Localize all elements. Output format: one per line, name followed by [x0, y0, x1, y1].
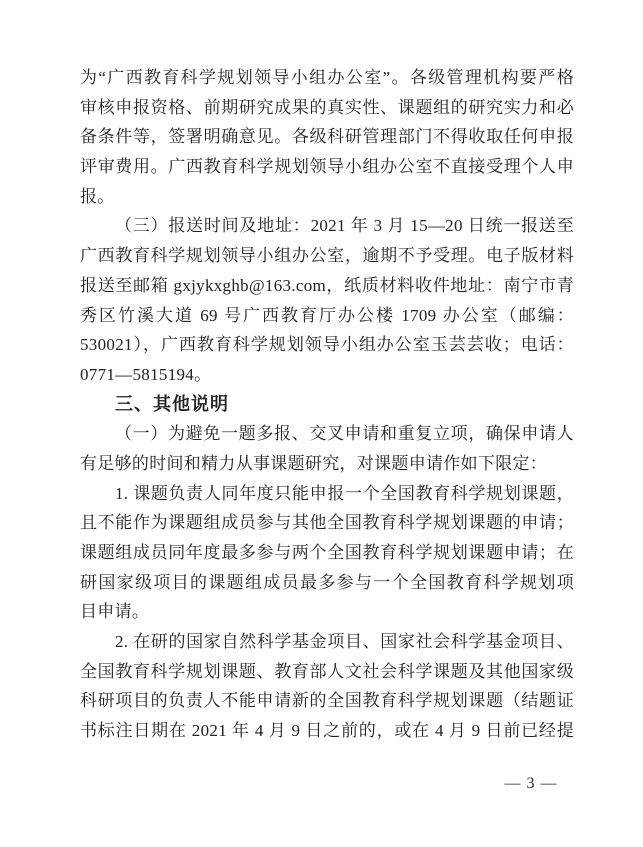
- page-number: — 3 —: [504, 775, 558, 792]
- text-line: 课题组成员同年度最多参与两个全国教育科学规划课题申请；在: [80, 543, 574, 562]
- text-line: 有足够的时间和精力从事课题研究，对课题申请作如下限定：: [80, 453, 548, 473]
- text-line: 秀区竹溪大道 69 号广西教育厅办公楼 1709 办公室（邮编：: [80, 305, 574, 325]
- text-line: 科研项目的负责人不能申请新的全国教育科学规划课题（结题证: [80, 691, 574, 711]
- text-line: （三）报送时间及地址：2021 年 3 月 15—20 日统一报送至: [115, 216, 574, 236]
- text-line: 0771—5815194。: [80, 364, 212, 384]
- paragraph: [80, 63, 574, 211]
- text-line: 530021），广西教育科学规划领导小组办公室玉芸芸收；电话：: [80, 335, 574, 355]
- text-line: 报。: [80, 186, 115, 206]
- paragraph: [80, 627, 574, 746]
- heading-line: 三、其他说明: [115, 393, 229, 414]
- text-line: 目申请。: [80, 602, 150, 622]
- text-line: （一）为避免一题多报、交叉申请和重复立项，确保申请人: [115, 424, 574, 444]
- text-line: 书标注日期在 2021 年 4 月 9 日之前的，或在 4 月 9 日前已经提: [80, 721, 574, 741]
- section-heading: [80, 390, 574, 420]
- text-line: 审核申报资格、前期研究成果的真实性、课题组的研究实力和必: [80, 97, 574, 117]
- text-line: 备条件等，签署明确意见。各级科研管理部门不得收取任何申报: [80, 127, 574, 147]
- text-line: 为“广西教育科学规划领导小组办公室”。各级管理机构要严格: [80, 68, 574, 87]
- text-line: 评审费用。广西教育科学规划领导小组办公室不直接受理个人申: [80, 157, 574, 177]
- document-body: [80, 63, 574, 746]
- paragraph: [80, 419, 574, 478]
- text-line: 且不能作为课题组成员参与其他全国教育科学规划课题的申请；: [80, 513, 574, 533]
- text-line: 全国教育科学规划课题、教育部人文社会科学课题及其他国家级: [80, 661, 574, 681]
- text-line: 研国家级项目的课题组成员最多参与一个全国教育科学规划项: [80, 572, 574, 592]
- text-line: 广西教育科学规划领导小组办公室，逾期不予受理。电子版材料: [80, 246, 574, 266]
- text-line: 报送至邮箱 gxjykxghb@163.com，纸质材料收件地址：南宁市青: [80, 275, 574, 295]
- paragraph: [80, 211, 574, 389]
- text-line: 1. 课题负责人同年度只能申报一个全国教育科学规划课题，: [115, 483, 574, 503]
- paragraph: [80, 479, 574, 627]
- text-line: 2. 在研的国家自然科学基金项目、国家社会科学基金项目、: [115, 632, 574, 652]
